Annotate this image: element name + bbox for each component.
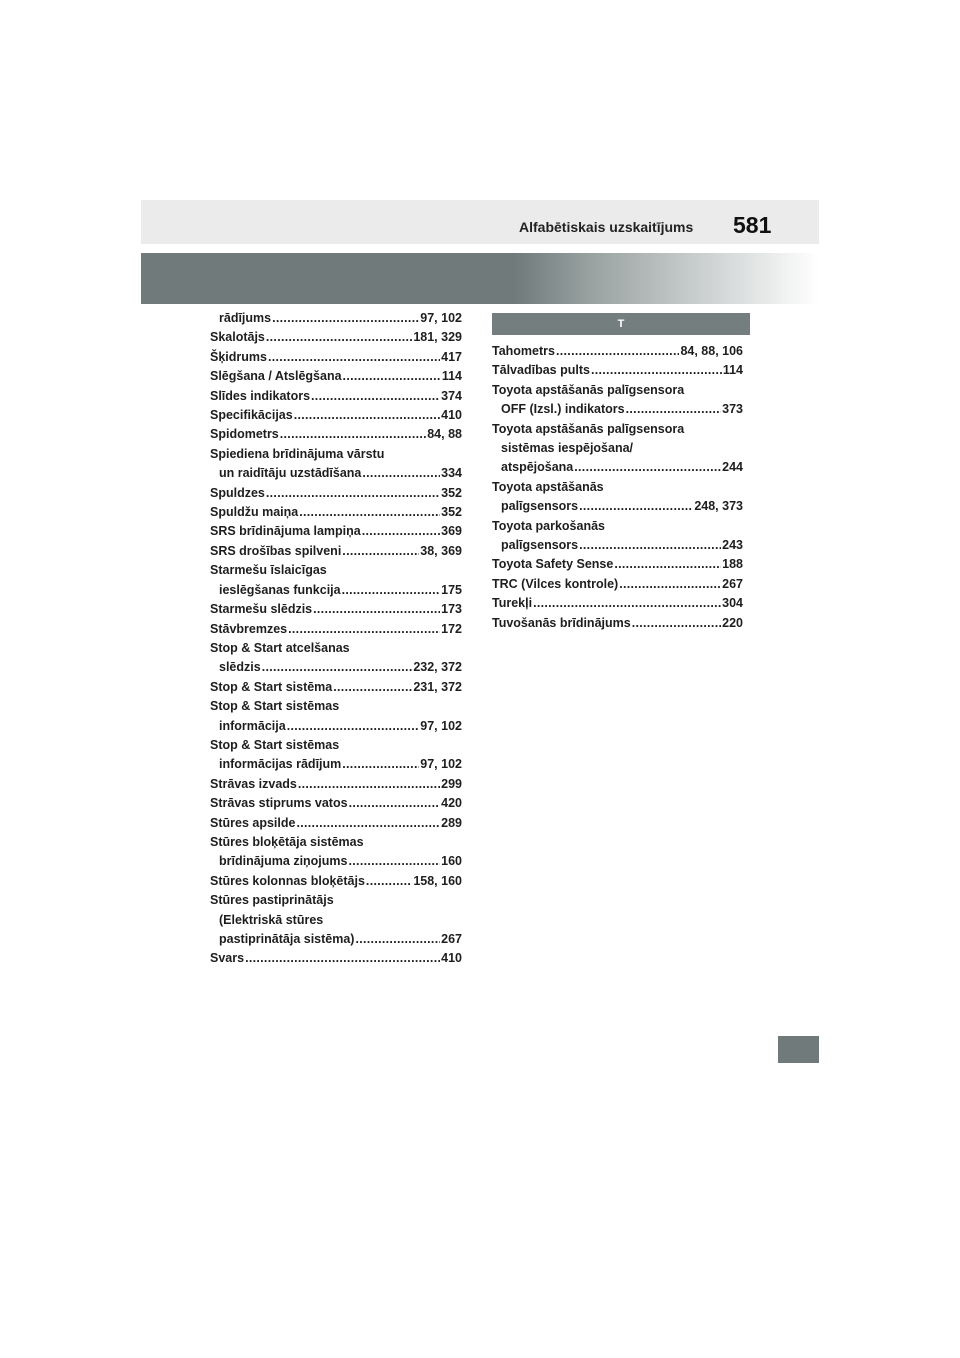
index-entry-line <box>210 406 462 425</box>
index-page-ref: 410 <box>441 408 462 423</box>
index-entry <box>210 814 462 833</box>
index-entry-line <box>492 458 743 477</box>
dot-leader <box>266 328 412 347</box>
dot-leader <box>362 522 440 541</box>
index-entry-line <box>210 755 462 774</box>
index-page-ref: 373 <box>722 402 743 417</box>
index-page-ref: 97, 102 <box>420 718 462 733</box>
index-term: slēdzis <box>219 660 261 675</box>
index-term: (Elektriskā stūres <box>219 912 324 927</box>
dot-leader <box>343 367 441 386</box>
index-entry <box>492 614 743 633</box>
dot-leader <box>262 658 413 677</box>
index-entry <box>492 594 743 613</box>
index-term: palīgsensors <box>501 538 579 553</box>
index-entry-line <box>492 400 743 419</box>
index-page-ref: 304 <box>722 596 743 611</box>
index-term: Toyota parkošanās <box>492 518 606 533</box>
index-entry-line <box>210 367 462 386</box>
index-page-ref: 369 <box>441 524 462 539</box>
index-entry <box>492 517 743 556</box>
index-entry-line <box>210 833 462 852</box>
dot-leader <box>626 400 722 419</box>
index-entry-line <box>492 575 743 594</box>
index-page-ref: 38, 369 <box>420 543 462 558</box>
index-column-left <box>210 309 462 969</box>
index-entry-line <box>492 555 743 574</box>
index-term: un raidītāju uzstādīšana <box>219 466 362 481</box>
dot-leader <box>591 361 722 380</box>
index-entry-line <box>210 814 462 833</box>
index-entry <box>492 420 743 478</box>
dot-leader <box>333 678 412 697</box>
index-page-ref: 158, 160 <box>413 873 462 888</box>
index-entry-line <box>210 872 462 891</box>
index-entry-line <box>210 484 462 503</box>
index-term: Tuvošanās brīdinājums <box>492 615 631 630</box>
index-term: brīdinājuma ziņojums <box>219 854 348 869</box>
index-entry-line <box>210 678 462 697</box>
index-term: Spidometrs <box>210 427 279 442</box>
index-entry <box>210 425 462 444</box>
index-entry-line <box>492 342 743 361</box>
index-entry <box>492 342 743 361</box>
section-letter: T <box>617 318 625 330</box>
index-entry <box>210 697 462 736</box>
index-page-ref: 334 <box>441 466 462 481</box>
index-page-ref: 172 <box>441 621 462 636</box>
index-page-ref: 267 <box>441 932 462 946</box>
index-term: Slēgšana / Atslēgšana <box>210 369 342 384</box>
index-entry <box>210 833 462 872</box>
index-entry <box>210 484 462 503</box>
index-page-ref: 114 <box>441 369 462 384</box>
dot-leader <box>298 775 440 794</box>
index-entry-line <box>210 464 462 483</box>
dot-leader <box>355 930 440 949</box>
index-entry-line <box>210 717 462 736</box>
index-page-ref: 299 <box>441 776 462 791</box>
index-entry <box>492 381 743 420</box>
index-term: Skalotājs <box>210 330 265 345</box>
index-entry-line <box>492 594 743 613</box>
index-entry <box>210 348 462 367</box>
dot-leader <box>556 342 679 361</box>
index-entry <box>210 794 462 813</box>
index-page-ref: 289 <box>441 815 462 830</box>
index-page-ref: 232, 372 <box>413 660 462 675</box>
index-page-ref: 417 <box>441 349 462 364</box>
dot-leader <box>313 600 440 619</box>
index-entry-line <box>210 736 462 755</box>
dot-leader <box>266 484 440 503</box>
index-entry <box>210 445 462 484</box>
index-term: Stop & Start sistēma <box>210 679 333 694</box>
index-entry-line <box>210 697 462 716</box>
index-term: Toyota apstāšanās <box>492 479 604 494</box>
index-page-ref: 248, 373 <box>694 499 743 514</box>
index-entry-line <box>210 891 462 910</box>
dot-leader <box>294 406 440 425</box>
decorative-gradient-bar <box>141 253 819 304</box>
index-term: atspējošana <box>501 460 574 475</box>
index-page-ref: 173 <box>441 602 462 617</box>
index-term: Specifikācijas <box>210 408 293 423</box>
index-entry <box>210 736 462 775</box>
index-page-ref: 220 <box>722 615 743 630</box>
index-term: SRS drošības spilveni <box>210 543 342 558</box>
index-entry <box>210 387 462 406</box>
index-term: Stūres bloķētāja sistēmas <box>210 834 364 849</box>
dot-leader <box>579 536 721 555</box>
index-page-ref: 267 <box>722 576 743 591</box>
dot-leader <box>268 348 440 367</box>
index-entry <box>210 367 462 386</box>
index-entry-line <box>210 503 462 522</box>
index-entry <box>210 775 462 794</box>
index-term: Spiediena brīdinājuma vārstu <box>210 446 385 461</box>
index-page-ref: 374 <box>441 388 462 403</box>
index-term: SRS brīdinājuma lampiņa <box>210 524 361 539</box>
dot-leader <box>533 594 721 613</box>
index-entry <box>492 575 743 594</box>
index-column-right <box>492 342 743 633</box>
index-term: Stāvbremzes <box>210 621 288 636</box>
index-entry-line <box>492 420 743 439</box>
index-page-ref: 84, 88, 106 <box>680 344 743 358</box>
index-entry-line <box>492 478 743 497</box>
index-entry-line <box>210 949 462 968</box>
index-entry-line <box>210 328 462 347</box>
index-page-ref: 84, 88 <box>427 427 462 442</box>
index-term: pastiprinātāja sistēma) <box>219 932 355 946</box>
index-page-ref: 243 <box>722 538 743 553</box>
index-entry <box>210 542 462 561</box>
index-entry <box>210 406 462 425</box>
page-number: 581 <box>733 212 772 238</box>
index-entry <box>492 361 743 380</box>
index-term: Stop & Start atcelšanas <box>210 640 350 655</box>
index-term: Starmešu slēdzis <box>210 602 313 617</box>
index-entry-line <box>210 348 462 367</box>
index-term: Stūres apsilde <box>210 815 296 830</box>
index-entry-line <box>210 600 462 619</box>
index-entry-line <box>210 309 462 328</box>
index-term: rādījums <box>219 311 272 325</box>
dot-leader <box>342 542 419 561</box>
dot-leader <box>342 581 441 600</box>
dot-leader <box>349 852 441 871</box>
index-entry-line <box>210 794 462 813</box>
index-term: informācija <box>219 718 286 733</box>
index-entry-line <box>210 620 462 639</box>
section-letter-band <box>492 313 750 335</box>
index-entry-line <box>210 445 462 464</box>
dot-leader <box>287 717 420 736</box>
index-page-ref: 97, 102 <box>420 757 462 772</box>
index-term: Stop & Start sistēmas <box>210 699 340 714</box>
index-entry-line <box>210 387 462 406</box>
index-page-ref: 160 <box>441 854 462 869</box>
index-entry <box>210 561 462 600</box>
dot-leader <box>299 503 440 522</box>
index-entry <box>210 949 462 968</box>
index-entry <box>492 478 743 517</box>
index-term: OFF (Izsl.) indikators <box>501 402 625 417</box>
index-page-ref: 352 <box>441 485 462 500</box>
index-term: TRC (Vilces kontrole) <box>492 576 619 591</box>
index-entry-line <box>210 522 462 541</box>
index-entry <box>210 678 462 697</box>
index-page-ref: 410 <box>441 951 462 966</box>
index-term: Stūres kolonnas bloķētājs <box>210 873 365 888</box>
dot-leader <box>342 755 419 774</box>
index-page-ref: 181, 329 <box>413 330 462 345</box>
index-entry-line <box>492 517 743 536</box>
dot-leader <box>579 497 693 516</box>
index-page-ref: 420 <box>441 796 462 811</box>
index-term: Stūres pastiprinātājs <box>210 893 334 908</box>
dot-leader <box>245 949 440 968</box>
header-band <box>141 200 819 244</box>
index-term: Spuldžu maiņa <box>210 505 299 520</box>
index-term: Toyota apstāšanās palīgsensora <box>492 382 685 397</box>
index-term: Starmešu īslaicīgas <box>210 563 327 578</box>
index-term: Spuldzes <box>210 485 265 500</box>
dot-leader <box>349 794 441 813</box>
index-entry <box>210 600 462 619</box>
side-thumb-tab <box>778 1036 819 1063</box>
index-term: palīgsensors <box>501 499 579 514</box>
index-entry-line <box>210 658 462 677</box>
dot-leader <box>362 464 440 483</box>
index-entry-line <box>492 536 743 555</box>
index-entry-line <box>492 614 743 633</box>
index-entry <box>210 620 462 639</box>
index-entry-line <box>492 439 743 458</box>
index-term: Strāvas stiprums vatos <box>210 796 348 811</box>
index-term: Tahometrs <box>492 344 555 358</box>
index-entry <box>210 872 462 891</box>
index-term: Toyota apstāšanās palīgsensora <box>492 421 685 436</box>
index-page-ref: 97, 102 <box>420 311 462 325</box>
index-entry <box>210 891 462 949</box>
index-entry-line <box>210 542 462 561</box>
index-page-ref: 188 <box>722 557 743 572</box>
index-term: Strāvas izvads <box>210 776 297 791</box>
index-entry-line <box>210 581 462 600</box>
index-entry-line <box>210 425 462 444</box>
index-entry-line <box>492 381 743 400</box>
index-term: informācijas rādījum <box>219 757 342 772</box>
index-page-ref: 244 <box>722 460 743 475</box>
index-term: Slīdes indikators <box>210 388 311 403</box>
index-entry-line <box>210 930 462 949</box>
index-entry-line <box>210 561 462 580</box>
dot-leader <box>619 575 721 594</box>
index-entry-line <box>210 639 462 658</box>
index-term: Stop & Start sistēmas <box>210 737 340 752</box>
index-term: sistēmas iespējošana/ <box>501 441 634 456</box>
index-term: Tālvadības pults <box>492 363 590 378</box>
index-page-ref: 231, 372 <box>413 679 462 694</box>
dot-leader <box>614 555 721 574</box>
index-entry <box>210 503 462 522</box>
index-entry <box>210 309 462 328</box>
index-entry <box>210 639 462 678</box>
dot-leader <box>574 458 721 477</box>
index-entry-line <box>210 911 462 930</box>
index-term: Svars <box>210 951 245 966</box>
index-entry <box>492 555 743 574</box>
index-entry-line <box>210 775 462 794</box>
index-term: ieslēgšanas funkcija <box>219 582 341 597</box>
dot-leader <box>366 872 412 891</box>
dot-leader <box>632 614 721 633</box>
index-entry-line <box>210 852 462 871</box>
index-entry-line <box>492 361 743 380</box>
index-entry <box>210 522 462 541</box>
page-header-title: Alfabētiskais uzskaitījums <box>519 219 694 235</box>
index-page-ref: 175 <box>441 582 462 597</box>
dot-leader <box>272 309 419 328</box>
index-page-ref: 352 <box>441 505 462 520</box>
index-entry <box>210 328 462 347</box>
index-entry-line <box>492 497 743 516</box>
dot-leader <box>311 387 440 406</box>
index-page-ref: 114 <box>722 363 743 378</box>
dot-leader <box>280 425 426 444</box>
index-term: Šķidrums <box>210 349 267 364</box>
dot-leader <box>288 620 440 639</box>
dot-leader <box>296 814 440 833</box>
index-term: Toyota Safety Sense <box>492 557 614 572</box>
index-term: Turekļi <box>492 596 533 611</box>
